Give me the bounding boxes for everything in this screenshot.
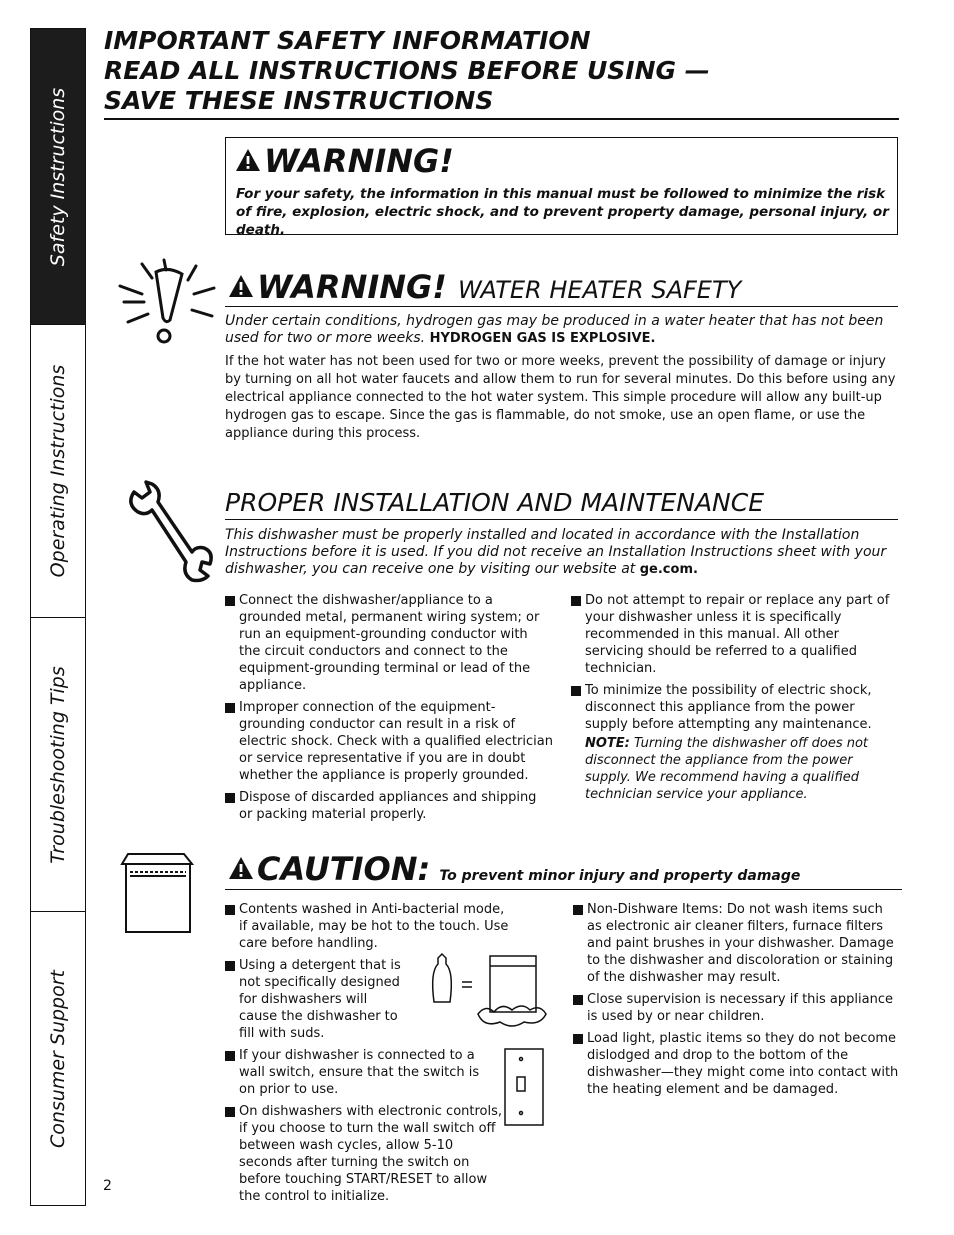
header-line-3: SAVE THESE INSTRUCTIONS <box>104 86 494 115</box>
list-item: Connect the dishwasher/appliance to a grounded metal, permanent wiring system; or run an equipment-grounding conductor with the circuit conductors and connect to the equipment-grounding terminal or lead of the appliance. <box>225 592 553 694</box>
header-line-1: IMPORTANT SAFETY INFORMATION <box>104 26 591 55</box>
tab-label: Operating Instructions <box>47 364 69 578</box>
caution-left-list <box>225 901 509 1210</box>
list-item: Dispose of discarded appliances and shipping or packing material properly. <box>225 789 553 823</box>
tab-operating-instructions[interactable] <box>31 325 85 618</box>
detergent-suds-illustration <box>424 952 552 1032</box>
list-item: If your dishwasher is connected to a wall switch, ensure that the switch is on prior to use. <box>225 1047 493 1098</box>
installation-right-list <box>571 592 893 808</box>
note-text: Turning the dishwasher off does not disconnect the appliance from the power supply. We recommend having a qualified technician service your appliance. <box>585 736 869 802</box>
list-item: On dishwashers with electronic controls, if you choose to turn the wall switch off between wash cycles, allow 5-10 seconds after turning the switch on before touching START/RESET to allow the control to initialize. <box>225 1103 505 1205</box>
tab-label: Troubleshooting Tips <box>47 665 69 864</box>
warning-triangle-icon <box>228 856 254 880</box>
divider <box>225 519 898 520</box>
warning-title: WARNING! <box>235 142 454 180</box>
tab-safety-instructions[interactable] <box>31 29 85 325</box>
caution-title: CAUTION: <box>257 850 431 888</box>
warning-triangle-icon <box>235 148 261 172</box>
header-line-2: READ ALL INSTRUCTIONS BEFORE USING — <box>104 56 710 85</box>
water-heater-heading <box>228 268 741 306</box>
warning-box <box>225 137 898 238</box>
maintenance-note <box>585 735 893 803</box>
list-item: Close supervision is necessary if this appliance is used by or near children. <box>573 991 899 1025</box>
tab-label: Safety Instructions <box>47 87 69 266</box>
list-item: Using a detergent that is not specifically designed for dishwashers will cause the dishwasher to fill with suds. <box>225 957 407 1042</box>
water-heater-intro: Under certain conditions, hydrogen gas may be produced in a water heater that has not been used for two or more weeks. HYDROGEN GAS IS EXPLOSIVE. <box>225 313 884 346</box>
tab-label: Consumer Support <box>47 969 69 1148</box>
wall-switch-illustration <box>503 1047 545 1127</box>
list-item: Contents washed in Anti-bacterial mode, if available, may be hot to the touch. Use care before handling. <box>225 901 509 952</box>
divider <box>225 306 898 307</box>
sidebar <box>30 28 86 1206</box>
installation-left-list <box>225 592 553 828</box>
caution-heading <box>228 850 800 888</box>
alert-exclamation-icon <box>116 258 220 348</box>
divider <box>225 889 902 890</box>
list-item: Load light, plastic items so they do not become dislodged and drop to the bottom of the dishwasher—they might come into contact with the heating element and be damaged. <box>573 1030 899 1098</box>
water-heater-warning-title: WARNING! <box>257 268 447 306</box>
website-link[interactable]: ge.com. <box>639 562 698 577</box>
tab-troubleshooting-tips[interactable] <box>31 618 85 912</box>
list-item: To minimize the possibility of electric shock, disconnect this appliance from the power supply before attempting any maintenance. NOTE: Turning the dishwasher off does not disconnect the appliance from the power supply. We recommend having a qualified technician service your appliance. <box>571 682 893 803</box>
page-number: 2 <box>103 1178 112 1194</box>
installation-intro: This dishwasher must be properly installed and located in accordance with the Installation Instructions before it is used. If you did not receive an Installation Instructions sheet with your dishwasher, you can receive one by visiting our website at ge.com. <box>225 527 887 577</box>
installation-heading: PROPER INSTALLATION AND MAINTENANCE <box>225 488 765 517</box>
caution-subtitle: To prevent minor injury and property damage <box>439 868 801 884</box>
note-label: NOTE: <box>585 736 630 751</box>
tab-consumer-support[interactable] <box>31 912 85 1205</box>
warning-triangle-icon <box>228 274 254 298</box>
dishwasher-icon <box>120 852 194 934</box>
list-item: Non-Dishware Items: Do not wash items such as electronic air cleaner filters, furnace filters and paint brushes in your dishwasher. Damage to the dishwasher and discoloration or staining of the dishwasher may result. <box>573 901 899 986</box>
wrench-icon <box>120 478 216 586</box>
list-item: Improper connection of the equipment-grounding conductor can result in a risk of electric shock. Check with a qualified electrician or service representative if you are in doubt whether the appliance is properly grounded. <box>225 699 553 784</box>
hydrogen-warning: HYDROGEN GAS IS EXPLOSIVE. <box>429 331 656 346</box>
water-heater-subtitle: WATER HEATER SAFETY <box>457 276 742 304</box>
caution-right-list <box>573 901 899 1103</box>
page-header <box>104 26 899 120</box>
warning-text: For your safety, the information in this manual must be followed to minimize the risk of fire, explosion, electric shock, and to prevent property damage, personal injury, or death. <box>236 186 889 238</box>
water-heater-body: If the hot water has not been used for two or more weeks, prevent the possibility of damage or injury by turning on all hot water faucets and allow them to run for several minutes. Do this before using any electrical appliance connected to the hot water system. This simple procedure will allow any built-up hydrogen gas to escape. Since the gas is flammable, do not smoke, use an open flame, or use the appliance during this process. <box>225 354 896 441</box>
list-item: Do not attempt to repair or replace any part of your dishwasher unless it is specifically recommended in this manual. All other servicing should be referred to a qualified technician. <box>571 592 893 677</box>
